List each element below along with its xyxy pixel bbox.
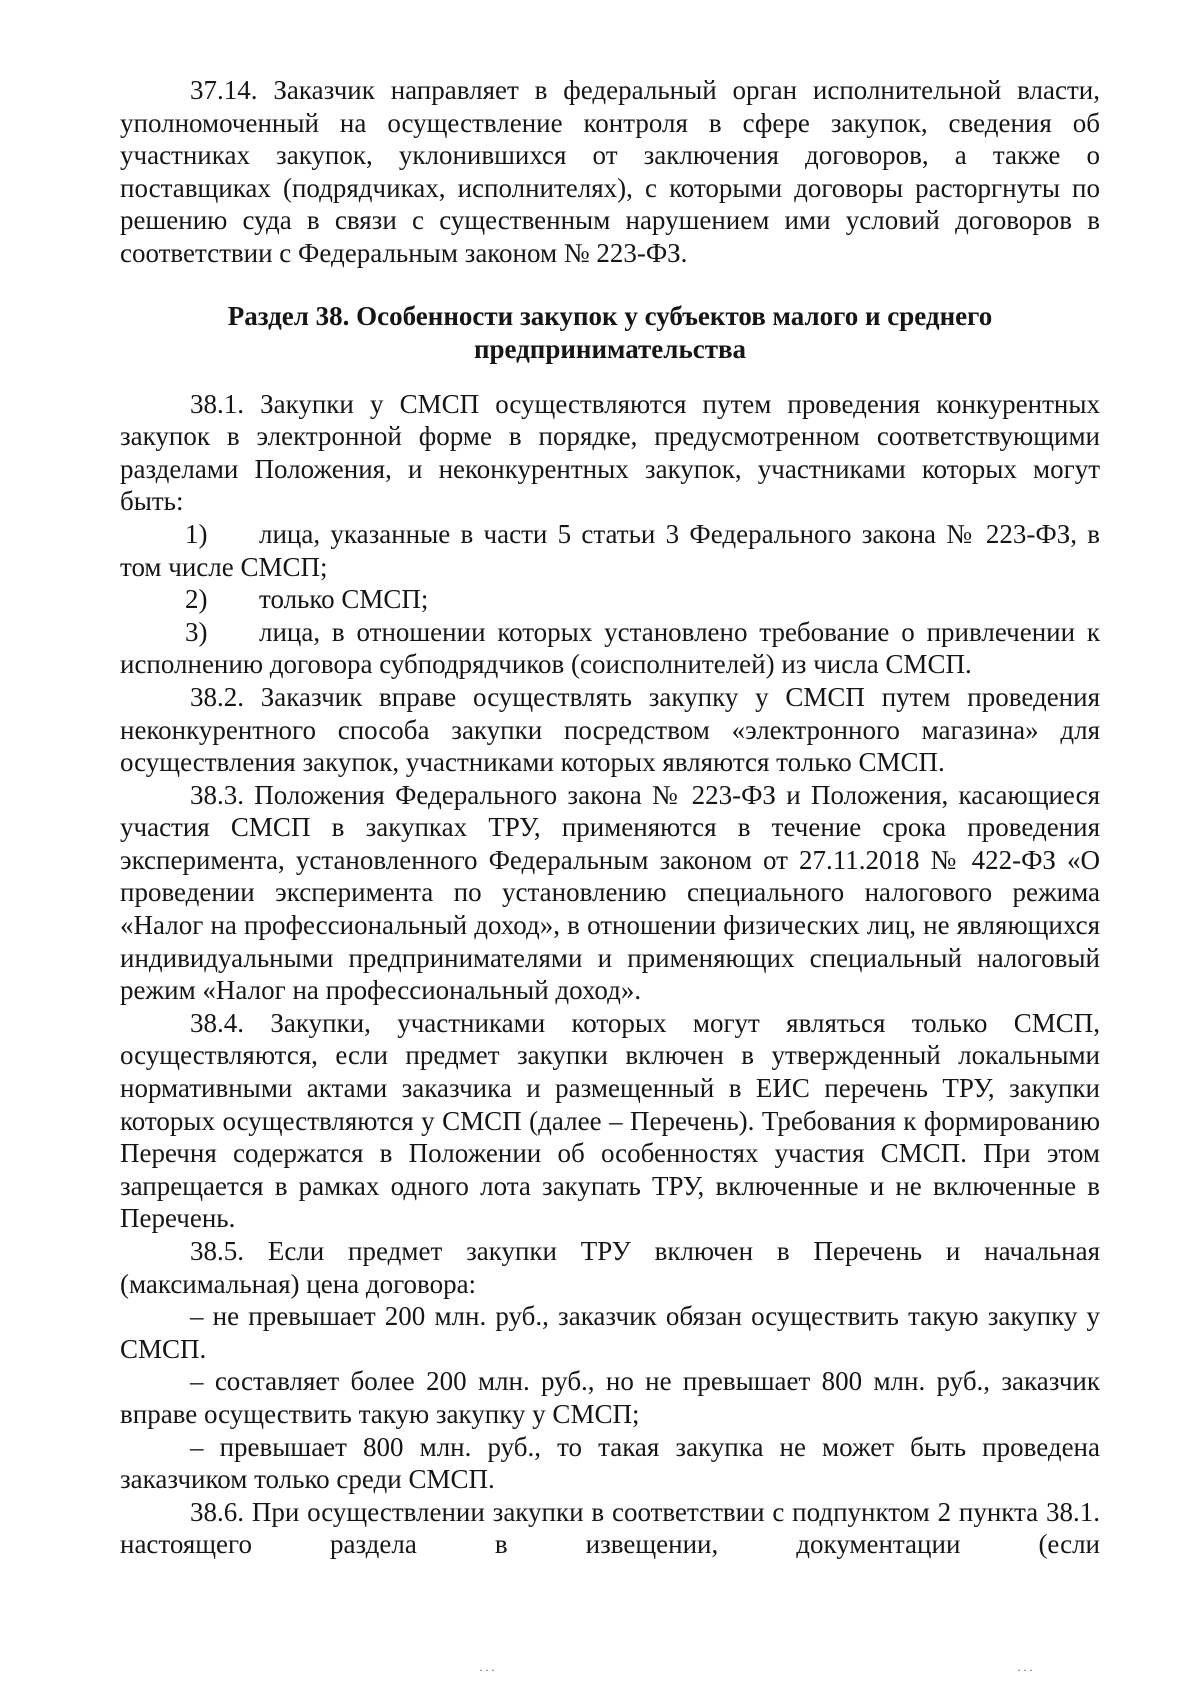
list-item-text: лица, указанные в части 5 статьи 3 Федерального закона № 223-ФЗ, в том числе СМСП; bbox=[120, 518, 1100, 582]
paragraph-38-2: 38.2. Заказчик вправе осуществлять закупку у СМСП путем проведения неконкурентного способа закупки посредством «электронного магазина» для осуществления закупок, участниками которых являются только СМСП. bbox=[120, 681, 1100, 778]
dash-item-2: – составляет более 200 млн. руб., но не превышает 800 млн. руб., заказчик вправе осуществить такую закупку у СМСП; bbox=[120, 1366, 1100, 1429]
document-page bbox=[120, 74, 1100, 1561]
list-item-number: 2) bbox=[185, 584, 208, 615]
list-item-text: только СМСП; bbox=[259, 584, 429, 615]
paragraph-38-3: 38.3. Положения Федерального закона № 223-ФЗ и Положения, касающиеся участия СМСП в закупках ТРУ, применяются в течение срока проведения эксперимента, установленного Федеральным законом от 27.11.2018 № 422-ФЗ «О проведении эксперимента по установлению специального налогового режима «Налог на профессиональный доход», в отношении физических лиц, не являющихся индивидуальными предпринимателями и применяющих специальный налоговый режим «Налог на профессиональный доход». bbox=[120, 779, 1100, 1006]
paragraph-38-4: 38.4. Закупки, участниками которых могут являться только СМСП, осуществляются, если предмет закупки включен в утвержденный локальными нормативными актами заказчика и размещенный в ЕИС перечень ТРУ, закупки которых осуществляются у СМСП (далее – Перечень). Требования к формированию Перечня содержатся в Положении об особенностях участия СМСП. При этом запрещается в рамках одного лота закупать ТРУ, включенные и не включенные в Перечень. bbox=[120, 1007, 1100, 1234]
list-item-2 bbox=[120, 583, 1100, 616]
paragraph-38-5: 38.5. Если предмет закупки ТРУ включен в Перечень и начальная (максимальная) цена договора: bbox=[120, 1236, 1100, 1299]
section-38-heading-line1: Раздел 38. Особенности закупок у субъектов малого и среднего bbox=[227, 300, 993, 331]
scan-artifact-mark: ˙˙˙ bbox=[478, 1668, 496, 1682]
list-item-3 bbox=[120, 616, 1100, 681]
list-item-number: 3) bbox=[185, 616, 208, 647]
section-38-heading-line2: предпринимательства bbox=[473, 333, 747, 364]
scan-artifact-mark: ˙˙˙ bbox=[1016, 1668, 1034, 1682]
dash-item-1: – не превышает 200 млн. руб., заказчик обязан осуществить такую закупку у СМСП. bbox=[120, 1301, 1100, 1364]
paragraph-38-1: 38.1. Закупки у СМСП осуществляются путем проведения конкурентных закупок в электронной форме в порядке, предусмотренном соответствующими разделами Положения, и неконкурентных закупок, участниками которых могут быть: bbox=[120, 388, 1100, 517]
paragraph-38-6: 38.6. При осуществлении закупки в соответствии с подпунктом 2 пункта 38.1. настоящего раздела в извещении, документации (если bbox=[120, 1496, 1100, 1560]
section-38-heading bbox=[120, 300, 1100, 366]
dash-item-3: – превышает 800 млн. руб., то такая закупка не может быть проведена заказчиком только среди СМСП. bbox=[120, 1431, 1100, 1495]
list-item-1 bbox=[120, 518, 1100, 583]
list-item-number: 1) bbox=[185, 518, 208, 549]
list-item-text: лица, в отношении которых установлено требование о привлечении к исполнению договора субподрядчиков (соисполнителей) из числа СМСП. bbox=[120, 616, 1100, 680]
paragraph-37-14: 37.14. Заказчик направляет в федеральный орган исполнительной власти, уполномоченный на осуществление контроля в сфере закупок, сведения об участниках закупок, уклонившихся от заключения договоров, а также о поставщиках (подрядчиках, исполнителях), с которыми договоры расторгнуты по решению суда в связи с существенным нарушением ими условий договоров в соответствии с Федеральным законом № 223-ФЗ. bbox=[120, 75, 1100, 268]
